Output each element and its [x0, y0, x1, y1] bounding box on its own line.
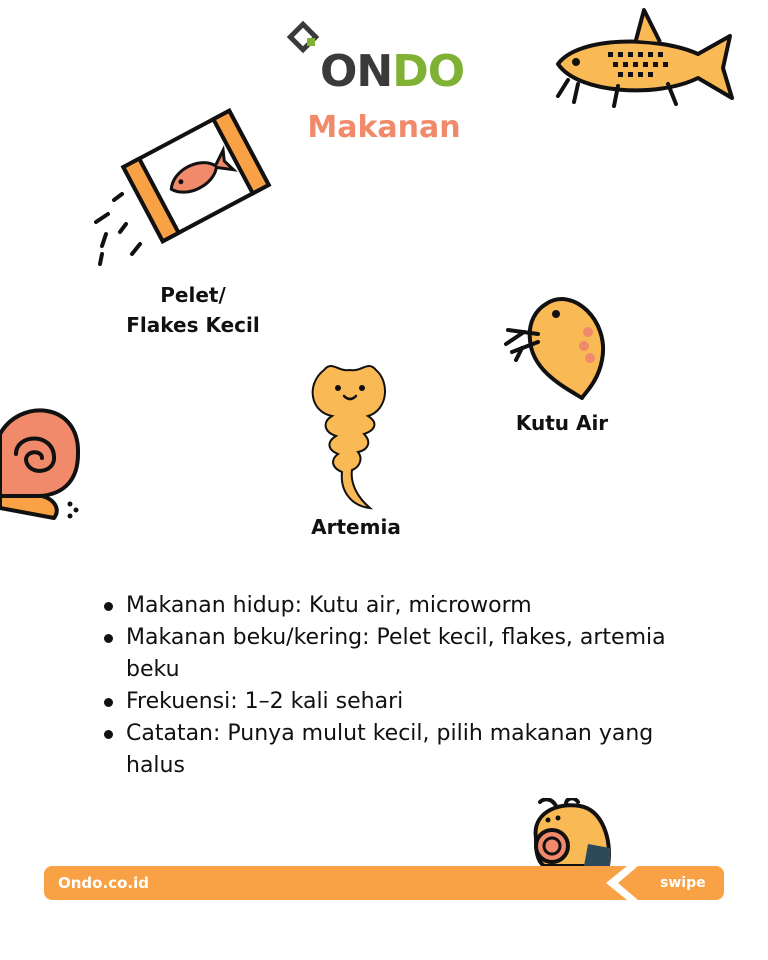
swipe-button[interactable]: swipe: [660, 875, 706, 891]
list-item: Makanan hidup: Kutu air, microworm: [100, 590, 700, 622]
water-flea-icon: [502, 290, 612, 402]
catfish-icon: [548, 6, 738, 111]
website-link[interactable]: Ondo.co.id: [58, 874, 149, 892]
bullet-dot: [104, 730, 113, 739]
list-item: Makanan beku/kering: Pelet kecil, flakes, artemia beku: [100, 622, 700, 686]
food-label-pelet: Pelet/ Flakes Kecil: [126, 283, 260, 337]
snail-icon: [0, 404, 84, 522]
food-label-artemia: Artemia: [311, 515, 401, 539]
fish-food-box-icon: [92, 104, 272, 266]
artemia-icon: [298, 360, 402, 512]
logo-wordmark: ONDO: [320, 46, 465, 97]
bullet-dot: [104, 698, 113, 707]
feeding-info-list: [100, 590, 700, 782]
bullet-dot: [104, 634, 113, 643]
list-item: Catatan: Punya mulut kecil, pilih makanan yang halus: [100, 718, 700, 782]
list-item: Frekuensi: 1–2 kali sehari: [100, 686, 700, 718]
snail-icon: [526, 798, 616, 870]
food-label-kutu-air: Kutu Air: [515, 411, 609, 435]
bullet-dot: [104, 602, 113, 611]
brand-logo: [286, 20, 486, 100]
page-title: Makanan: [307, 110, 461, 145]
chevron-left-icon: [606, 862, 666, 904]
